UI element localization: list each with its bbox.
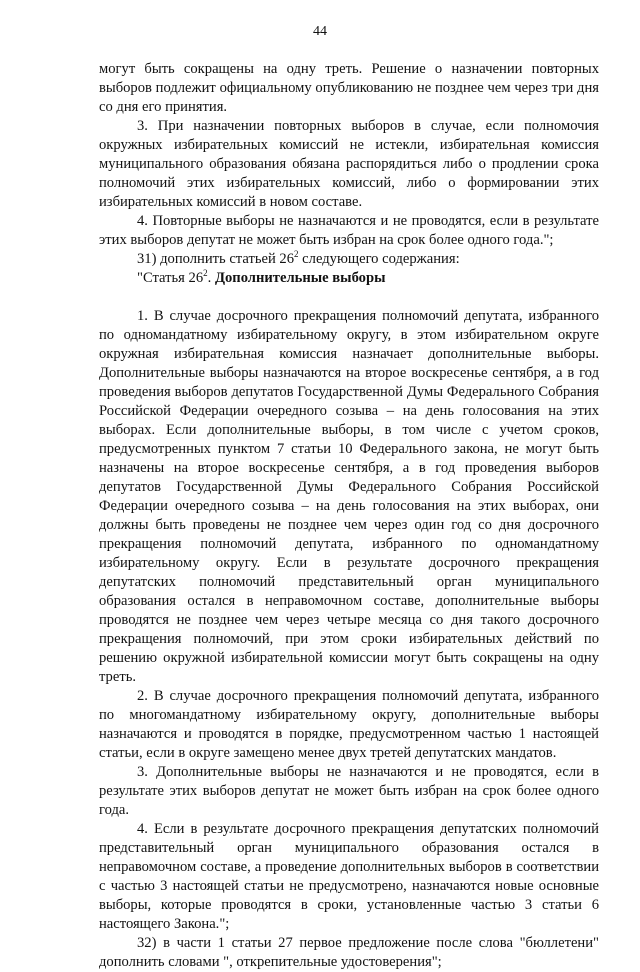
article-part-3: 3. Дополнительные выборы не назначаются и не проводятся, если в результате этих выборов депутат не может быть избран на срок более одного года. [99,764,599,818]
article-part-4: 4. Если в результате досрочного прекращения депутатских полномочий представительный орган муниципального образования остался в неправомочном составе, а проведение дополнительных выборов в соответствии с частью 3 настоящей статьи не предусмотрено, назначаются новые основные выборы, которые проводятся в сроки, установленные частью 3 статьи 6 настоящего Закона."; [99,821,599,932]
article-title: Дополнительные выборы [214,270,386,286]
amendment-31-sup: 2 [294,249,299,259]
paragraph-continuation: могут быть сокращены на одну треть. Решение о назначении повторных выборов подлежит официальному опубликованию не позднее чем через три дня со дня его принятия. [99,61,599,115]
paragraph-3-repeat-elections: 3. При назначении повторных выборов в случае, если полномочия окружных избирательных комиссий не истекли, избирательная комиссия муниципального образования обязана распорядиться либо о продлении срока полномочий этих избирательных комиссий, либо о формировании этих избирательных комиссий в новом составе. [99,118,599,210]
article-sup: 2 [203,268,208,278]
page-number: 44 [313,24,327,39]
paragraph-4-repeat-elections: 4. Повторные выборы не назначаются и не проводятся, если в результате этих выборов депутат не может быть избран на срок более одного года."; [99,213,599,248]
amendment-31-text-b: следующего содержания: [298,251,460,267]
article-heading [99,269,599,288]
amendment-item-32: 32) в части 1 статьи 27 первое предложение после слова "бюллетени" дополнить словами ", открепительные удостоверения"; [99,935,599,970]
amendment-31-text-a: 31) дополнить статьей 26 [137,251,295,267]
article-part-1: 1. В случае досрочного прекращения полномочий депутата, избранного по одномандатному избирательному округу, в этом избирательном округе окружная избирательная комиссия назначает дополнительные выборы. Дополнительные выборы назначаются на второе воскресенье сентября, а в год проведения выборов депутатов Государственной Думы Федерального Собрания Российской Федерации очередного созыва – на день голосования на этих выборах. Если дополнительные выборы, в том числе с учетом сроков, предусмотренных пунктом 7 статьи 10 Федерального закона, не могут быть назначены на второе воскресенье сентября, а в год проведения выборов депутатов Государственной Думы Федерального Собрания Российской Федерации очередного созыва – на день голосования на этих выборах, они должны быть проведены не позднее чем через один год со дня досрочного прекращения полномочий депутата, избранного по одномандатному избирательному округу. Если в результате досрочного прекращения депутатских полномочий представительный орган муниципального образования остался в неправомочном составе, дополнительные выборы проводятся не позднее чем через четыре месяца со дня такого досрочного прекращения полномочий, при этом сроки избирательных действий по решению окружной избирательной комиссии могут быть сокращены на одну треть. [99,308,599,685]
document-body [99,60,599,972]
article-sep: . [207,270,215,286]
amendment-item-31 [99,250,599,269]
article-part-2: 2. В случае досрочного прекращения полномочий депутата, избранного по многомандатному избирательному округу, дополнительные выборы назначаются и проводятся в порядке, предусмотренном частью 1 настоящей статьи, если в округе замещено менее двух третей депутатских мандатов. [99,688,599,761]
article-prefix: "Статья 26 [137,270,204,286]
